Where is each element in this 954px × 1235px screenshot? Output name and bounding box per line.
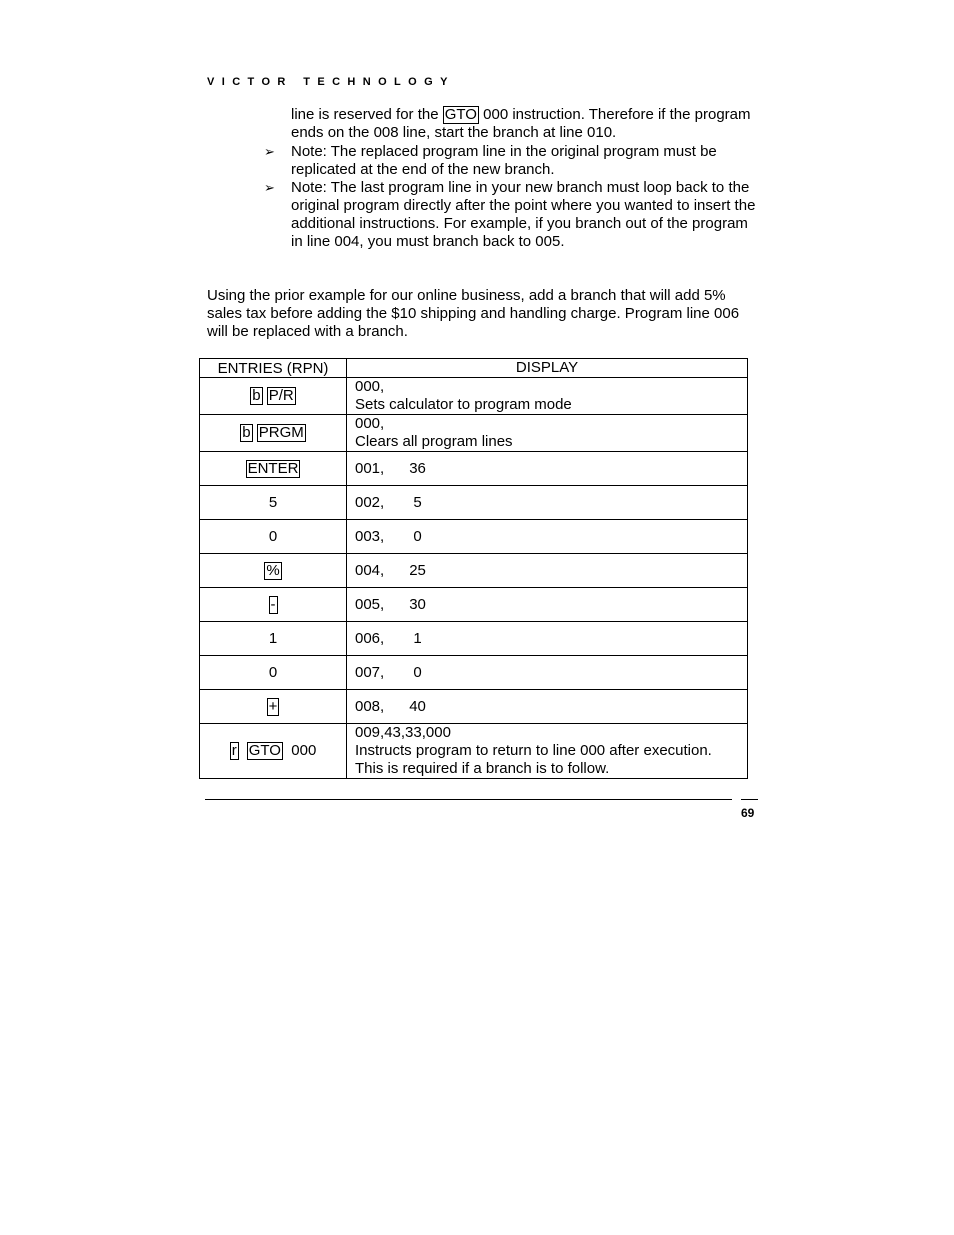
table-row bbox=[200, 656, 748, 690]
entry-cell: 0 bbox=[200, 520, 347, 554]
display-cell bbox=[347, 415, 748, 452]
entry-cell: 0 bbox=[200, 656, 347, 690]
display-cell: 003, 0 bbox=[347, 520, 748, 554]
display-code: 000, bbox=[355, 378, 385, 395]
display-cell: 005, 30 bbox=[347, 588, 748, 622]
display-note: Clears all program lines bbox=[355, 433, 513, 450]
page-number: 69 bbox=[741, 806, 755, 820]
entry-cell bbox=[200, 554, 347, 588]
continuation-text-after: 000 instruction. Therefore if the program ends on the 008 line, start the branch at line 010. bbox=[291, 106, 751, 141]
table-row bbox=[200, 520, 748, 554]
entry-cell bbox=[200, 378, 347, 415]
table-row bbox=[200, 554, 748, 588]
continuation-paragraph bbox=[291, 106, 761, 142]
display-cell: 004, 25 bbox=[347, 554, 748, 588]
table-row bbox=[200, 452, 748, 486]
prgm-key: PRGM bbox=[258, 424, 304, 441]
bullet-arrow-icon: ➢ bbox=[264, 180, 275, 195]
table-row bbox=[200, 415, 748, 452]
footer-rule-short bbox=[741, 799, 758, 800]
b-key: b bbox=[242, 424, 251, 441]
b-key: b bbox=[252, 387, 261, 404]
plus-key: + bbox=[268, 697, 278, 715]
entry-cell: 1 bbox=[200, 622, 347, 656]
minus-key: - bbox=[270, 595, 276, 613]
program-table bbox=[199, 358, 748, 779]
gto-key: GTO bbox=[444, 106, 477, 123]
note-replaced-line: Note: The replaced program line in the original program must be replicated at the end of the new branch. bbox=[291, 143, 717, 178]
table-header-row bbox=[200, 359, 748, 378]
entry-cell bbox=[200, 415, 347, 452]
entry-cell: 5 bbox=[200, 486, 347, 520]
display-cell: 002, 5 bbox=[347, 486, 748, 520]
display-code: 000, bbox=[355, 415, 385, 432]
display-note: Sets calculator to program mode bbox=[355, 396, 572, 413]
display-cell: 007, 0 bbox=[347, 656, 748, 690]
table-row bbox=[200, 378, 748, 415]
table-row bbox=[200, 690, 748, 724]
table-row bbox=[200, 588, 748, 622]
table-row bbox=[200, 622, 748, 656]
display-cell bbox=[347, 724, 748, 779]
percent-key: % bbox=[266, 561, 280, 579]
display-note: Instructs program to return to line 000 after execution. bbox=[355, 742, 712, 759]
display-note: This is required if a branch is to follow. bbox=[355, 760, 610, 777]
footer-rule bbox=[205, 799, 732, 800]
display-cell: 001, 36 bbox=[347, 452, 748, 486]
table-row bbox=[200, 724, 748, 779]
enter-key: ENTER bbox=[247, 459, 299, 477]
display-cell bbox=[347, 378, 748, 415]
display-cell: 008, 40 bbox=[347, 690, 748, 724]
display-code: 009,43,33,000 bbox=[355, 724, 451, 741]
display-header: DISPLAY bbox=[347, 359, 748, 378]
bullet-arrow-icon: ➢ bbox=[264, 144, 275, 159]
r-key: r bbox=[231, 742, 237, 759]
entry-cell bbox=[200, 724, 347, 779]
entry-cell bbox=[200, 690, 347, 724]
pr-key: P/R bbox=[268, 387, 294, 404]
entry-cell bbox=[200, 452, 347, 486]
note-loop-back: Note: The last program line in your new branch must loop back to the original program directly after the point where you wanted to insert the additional instructions. For example, if you branch out of the program in line 004, you must branch back to 005. bbox=[291, 179, 756, 250]
entry-cell bbox=[200, 588, 347, 622]
display-cell: 006, 1 bbox=[347, 622, 748, 656]
intro-paragraph: Using the prior example for our online business, add a branch that will add 5% sales tax before adding the $10 shipping and handling charge. Program line 006 will be replaced with a branch. bbox=[207, 287, 740, 340]
line-number-text: 000 bbox=[291, 742, 317, 759]
entries-header: ENTRIES (RPN) bbox=[200, 359, 347, 378]
table-row bbox=[200, 486, 748, 520]
running-header: VICTOR TECHNOLOGY bbox=[207, 76, 455, 88]
gto-key: GTO bbox=[248, 742, 281, 759]
continuation-text-before: line is reserved for the bbox=[291, 106, 443, 123]
